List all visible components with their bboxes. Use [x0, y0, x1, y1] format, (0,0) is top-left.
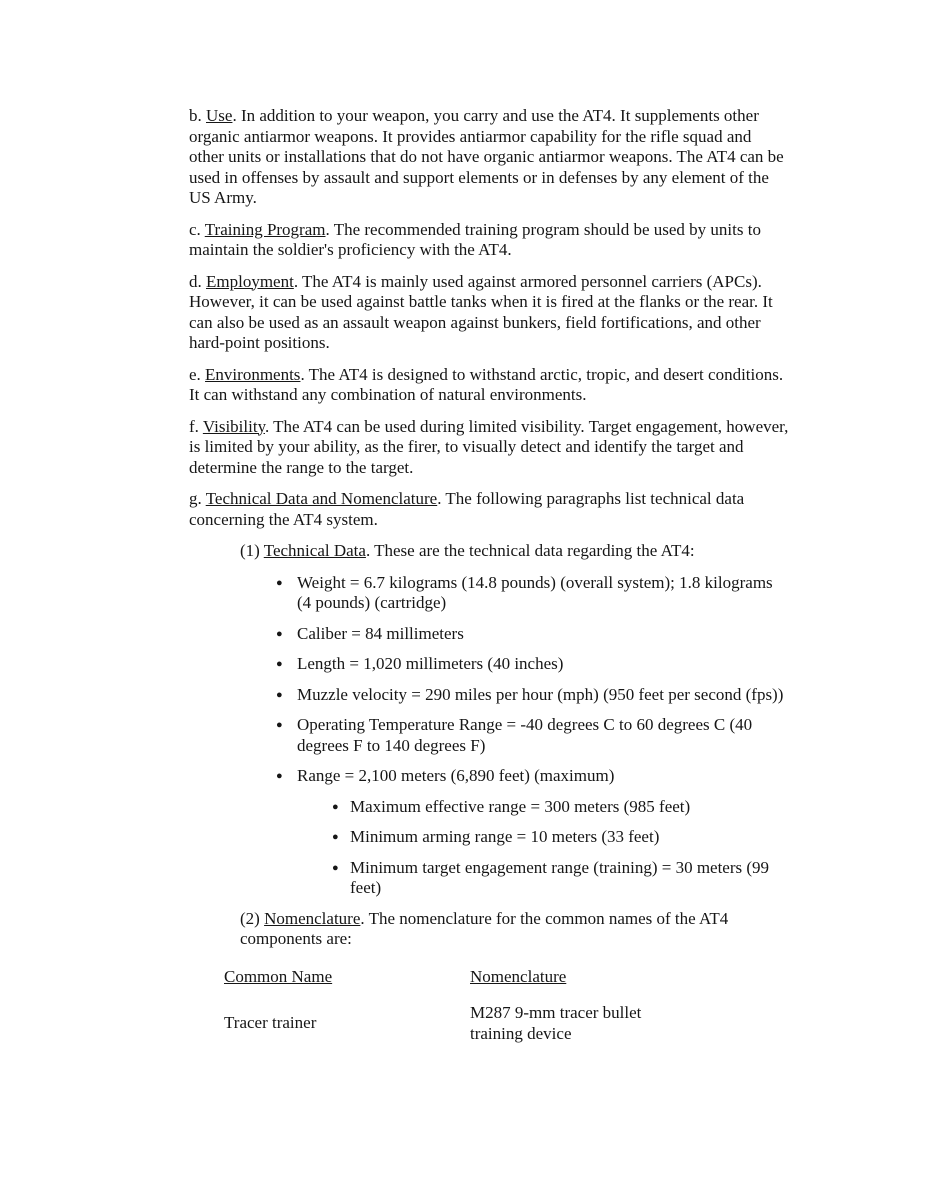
subparagraph-label: (1) [240, 541, 264, 560]
subparagraph-2-nomenclature [189, 909, 790, 950]
paragraph-f-visibility [189, 417, 790, 479]
subparagraph-label: (2) [240, 908, 265, 928]
paragraph-label: g. [189, 489, 206, 508]
paragraph-b-use [189, 106, 790, 209]
range-sub-list [189, 797, 790, 899]
subparagraph-term: Nomenclature [264, 908, 361, 928]
paragraph-text: . The AT4 can be used during limited visibility. Target engagement, however, is limited by your ability, as the firer, to visually detect and identify the target and determine the range to the target. [189, 416, 789, 477]
technical-data-list [189, 573, 790, 787]
list-item-text: Caliber = 84 millimeters [297, 623, 464, 643]
paragraph-term: Employment [206, 271, 294, 291]
paragraph-label: c. [189, 219, 205, 239]
paragraph-text: . The recommended training program should be used by units to maintain the soldier's proficiency with the AT4. [189, 219, 761, 259]
list-item [297, 654, 790, 675]
subparagraph-text: . The nomenclature for the common names of the AT4 components are: [240, 908, 729, 948]
list-item [350, 827, 790, 848]
document-page [189, 106, 790, 1044]
table-cell-nomenclature: M287 9-mm tracer bullet training device [470, 1003, 642, 1043]
column-header-common-name: Common Name [224, 966, 333, 986]
list-item [297, 766, 790, 787]
nomenclature-table-header [224, 967, 790, 988]
nomenclature-table [224, 967, 790, 1045]
paragraph-text: . The AT4 is designed to withstand arctic, tropic, and desert conditions. It can withstand any combination of natural environments. [189, 364, 784, 404]
list-item [297, 715, 790, 756]
list-item-text: Maximum effective range = 300 meters (985 feet) [350, 796, 691, 816]
paragraph-text: . The following paragraphs list technical data concerning the AT4 system. [189, 489, 745, 529]
list-item [297, 624, 790, 645]
list-item [350, 858, 790, 899]
paragraph-term: Technical Data and Nomenclature [205, 489, 438, 508]
subparagraph-1-technical-data [189, 541, 790, 562]
paragraph-text: . The AT4 is mainly used against armored personnel carriers (APCs). However, it can be used against battle tanks when it is fired at the flanks or the rear. It can also be used as an assault weapon against bunkers, field fortifications, and other hard-point positions. [189, 271, 773, 352]
table-cell-common-name: Tracer trainer [224, 1013, 317, 1033]
paragraph-e-environments [189, 365, 790, 406]
list-item-text: Operating Temperature Range = -40 degrees C to 60 degrees C (40 degrees F to 140 degrees F) [297, 715, 753, 755]
paragraph-c-training-program [189, 220, 790, 261]
paragraph-d-employment [189, 272, 790, 354]
paragraph-term: Use [206, 106, 233, 125]
paragraph-term: Training Program [204, 219, 326, 239]
list-item [297, 685, 790, 706]
paragraph-g-technical-data-and-nomenclature [189, 489, 790, 530]
list-item-text: Length = 1,020 millimeters (40 inches) [297, 654, 564, 673]
paragraph-label: b. [189, 106, 206, 125]
list-item-text: Weight = 6.7 kilograms (14.8 pounds) (overall system); 1.8 kilograms (4 pounds) (cartridge) [297, 572, 773, 612]
paragraph-term: Visibility [202, 416, 265, 436]
subparagraph-text: . These are the technical data regarding the AT4: [365, 541, 695, 560]
list-item [350, 797, 790, 818]
table-row [224, 1003, 790, 1044]
list-item-text: Muzzle velocity = 290 miles per hour (mph) (950 feet per second (fps)) [297, 684, 784, 704]
paragraph-label: d. [189, 271, 206, 291]
list-item-text: Minimum target engagement range (training) = 30 meters (99 feet) [350, 857, 770, 897]
list-item-text: Range = 2,100 meters (6,890 feet) (maximum) [297, 766, 615, 785]
list-item [297, 573, 790, 614]
subparagraph-term: Technical Data [263, 541, 366, 560]
paragraph-label: f. [189, 416, 203, 436]
paragraph-text: . In addition to your weapon, you carry and use the AT4. It supplements other organic antiarmor weapons. It provides antiarmor capability for the rifle squad and other units or installations that do not have organic antiarmor weapons. The AT4 can be used in offenses by assault and support elements or in defenses by any element of the US Army. [189, 106, 784, 207]
list-item-text: Minimum arming range = 10 meters (33 feet) [350, 827, 660, 846]
paragraph-label: e. [189, 364, 206, 384]
paragraph-term: Environments [205, 364, 301, 384]
column-header-nomenclature: Nomenclature [470, 966, 567, 986]
